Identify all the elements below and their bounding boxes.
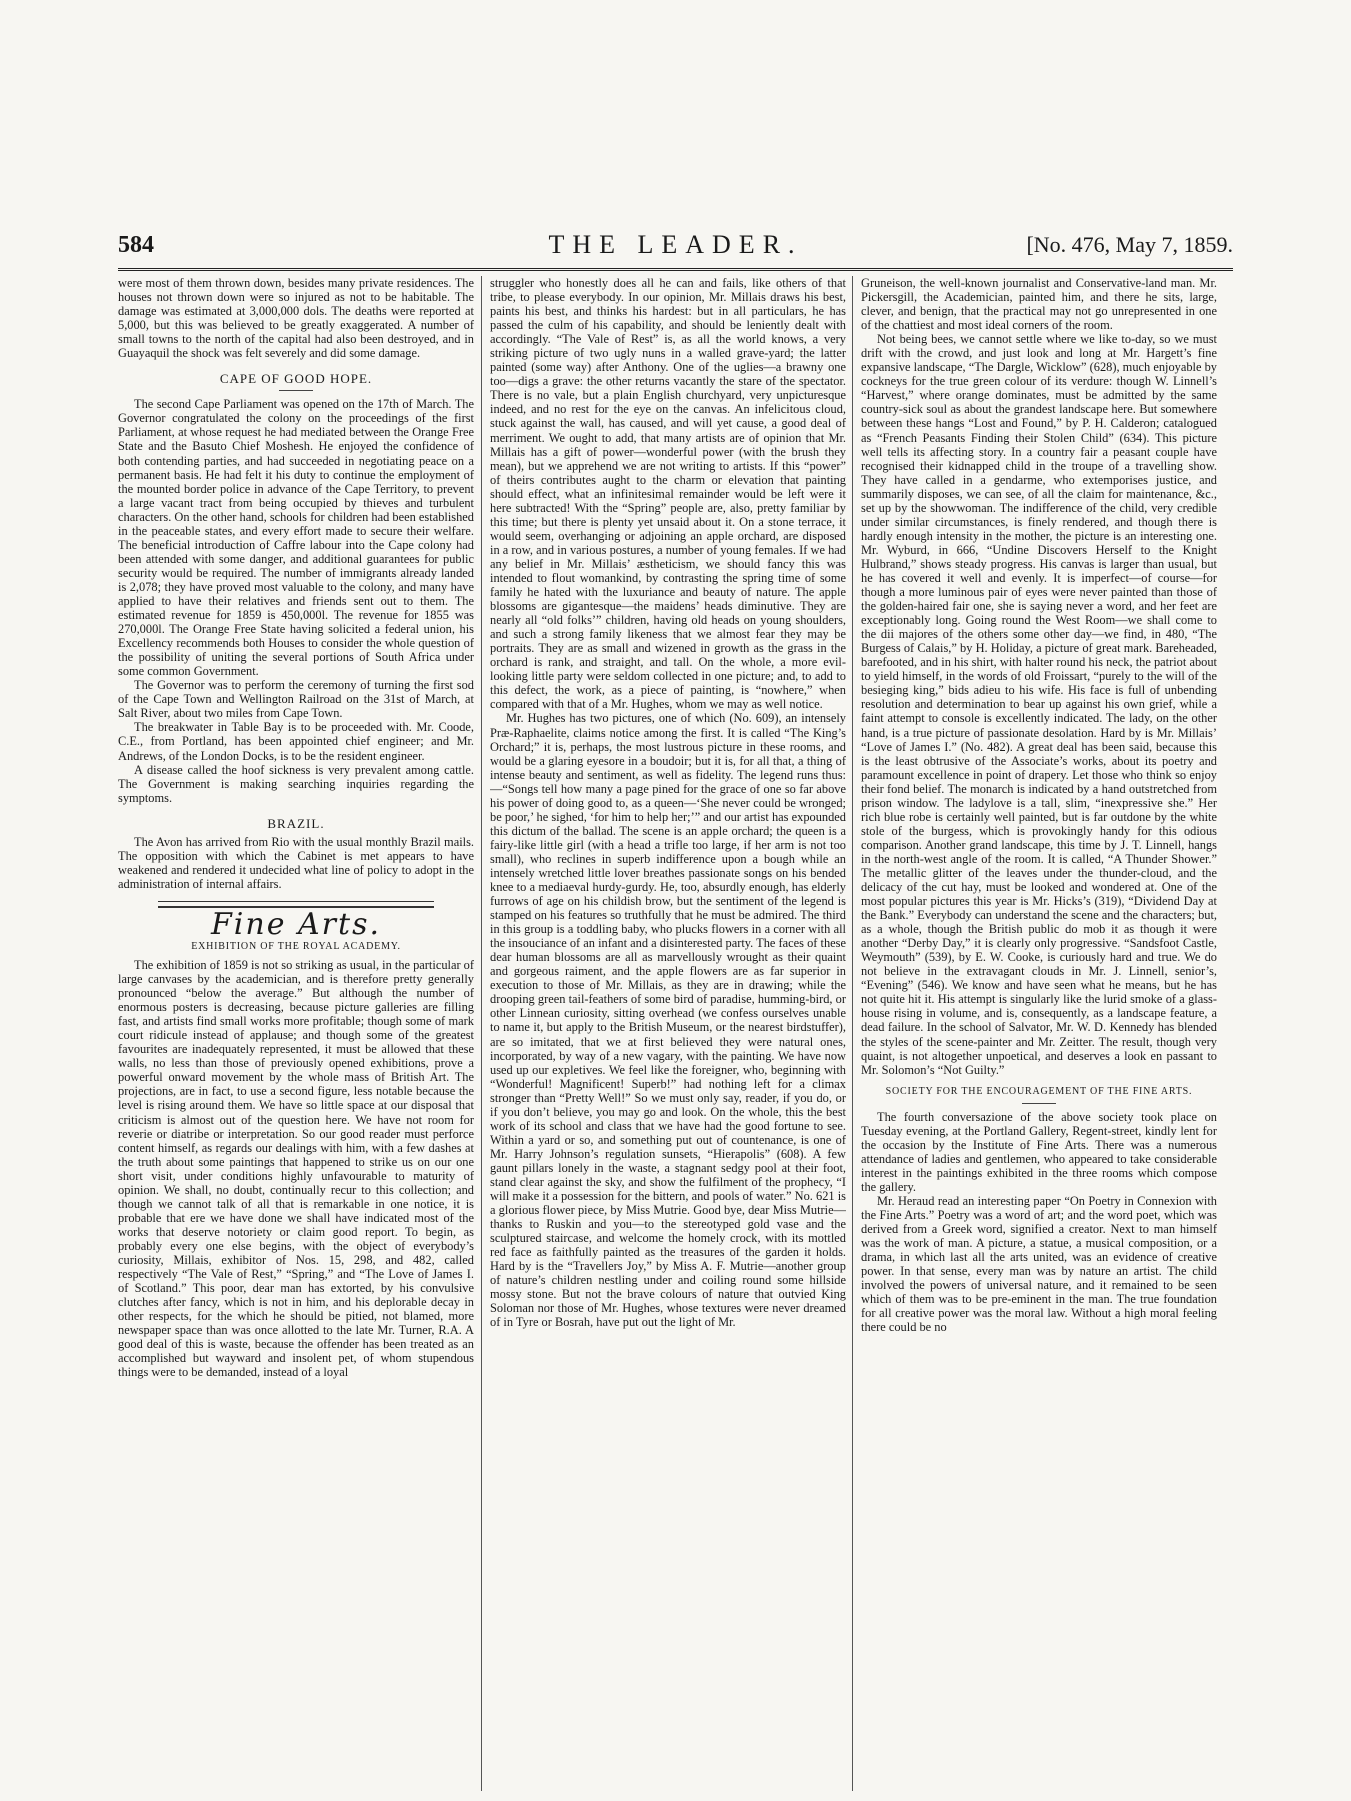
column-3 xyxy=(861,276,1217,1791)
paragraph: Mr. Heraud read an interesting paper “On Poetry in Connexion with the Fine Arts.” Poetry was a word of art; and the word poet, which was derived from a Greek word, signified a creator. Next to man himself was the work of man. A picture, a statue, a musical composition, or a drama, in which last all the arts united, was an evidence of creative power. In that sense, every man was by nature an artist. The child involved the powers of universal nature, and it remained to be seen which of them was to be pre-eminent in the man. The true foundation for all creative power was the moral law. Without a high moral feeling there could be no xyxy=(861,1194,1217,1335)
paragraph: Gruneison, the well-known journalist and Conservative-land man. Mr. Pickersgill, the Academician, painted him, and there he sits, large, clever, and benign, that the practical may not go unrepresented in one of the chattiest and most ideal corners of the room. xyxy=(861,276,1217,333)
subheading-society: SOCIETY FOR THE ENCOURAGEMENT OF THE FINE ARTS. xyxy=(885,1085,1193,1097)
paragraph: Mr. Hughes has two pictures, one of which (No. 609), an intensely Præ-Raphaelite, claims notice among the first. It is called “The King’s Orchard;” it is, perhaps, the most lustrous picture in these rooms, and would be a glaring eyesore in a boudoir; but it is, for all that, a thing of intense beauty and sentiment, as well as fidelity. The legend runs thus:—“Songs tell how many a page pined for the grace of one so far above his power of doing good to, as a queen—‘She never could be wronged; be poor,’ he sighed, ‘for him to help her;’” and our artist has expounded this dictum of the ballad. The scene is an apple orchard; the queen is a fairy-like little girl (with a head a trifle too large, if her arm is not too small), who reclines in superb indifference upon a bough while an intensely wretched little lover breathes passionate songs on his bended knee to a mediaeval hurdy-gurdy. He, too, absurdly enough, has elderly furrows of age on his childish brow, but the sentiment of the legend is stamped on his features so truthfully that he must be admired. The third in this group is a toddling baby, who plucks flowers in a corner with all the insouciance of an infant and a disinterested party. The faces of these dear human blossoms are all as marvellously wrought as their quaint and gorgeous raiment, and the apple flowers are as far superior in execution to those of Mr. Millais, as they are in drawing; while the drooping green tail-feathers of some bird of paradise, humming-bird, or other Linnean curiosity, sitting overhead (we confess ourselves unable to name it, but apply to the British Museum, or the nearest birdstuffer), are so imitated, that we at first believed they were natural ones, incorporated, by way of a new vagary, with the painting. We have now used up our expletives. We feel like the foreigner, who, beginning with “Wonderful! Magnificent! Superb!” had nothing left for a climax stronger than “Pretty Well!” So we must only say, reader, if you do, or if you don’t believe, you may go and look. On the whole, this the best work of its school and class that we have had the good fortune to see. Within a yard or so, and something put out of countenance, is one of Mr. Harry Johnson’s regulation sunsets, “Hierapolis” (608). A few gaunt pillars lonely in the waste, a stagnant sedgy pool at their foot, stand clear against the sky, and show the fulfilment of the prophecy, “I will make it a possession for the bittern, and pools of water.” No. 621 is a glorious flower piece, by Miss Mutrie. Good bye, dear Miss Mutrie—thanks to Ruskin and you—to the stereotyped gold vase and the sculptured staircase, and welcome the homely crock, with its mottled red face as faithfully painted as the treasures of the garden it holds. Hard by is the “Travellers Joy,” by Miss A. F. Mutrie—another group of nature’s children nestling under and coiling round some hillside mossy stone. But not the brave colours of nature that outvied King Soloman nor those of Mr. Hughes, whose textures were never dreamed of in Tyre or Bosrah, have put out the light of Mr. xyxy=(490,711,846,1330)
paragraph: A disease called the hoof sickness is very prevalent among cattle. The Government is making searching inquiries regarding the symptoms. xyxy=(118,762,474,805)
paragraph: The breakwater in Table Bay is to be proceeded with. Mr. Coode, C.E., from Portland, has been appointed chief engineer; and Mr. Andrews, of the London Docks, is to be the resident engineer. xyxy=(118,720,474,763)
column-1 xyxy=(118,276,474,1791)
subheading-exhibition: EXHIBITION OF THE ROYAL ACADEMY. xyxy=(191,940,401,952)
paragraph: The Governor was to perform the ceremony of turning the first sod of the Cape Town and Wellington Railroad on the 31st of March, at Salt River, about two miles from Cape Town. xyxy=(118,678,474,721)
divider xyxy=(1022,1103,1056,1104)
paragraph: Not being bees, we cannot settle where we like to-day, so we must drift with the crowd, and just look and long at Mr. Hargett’s fine expansive landscape, “The Dargle, Wicklow” (628), much enjoyable by cockneys for the true green colour of its verdure: though W. Linnell’s “Harvest,” where orange dominates, must be admitted by the same country-sick soul as about the grandest landscape here. But somewhere between these hangs “Lost and Found,” by P. H. Calderon; catalogued as “French Peasants Finding their Stolen Child” (634). This picture well tells its affecting story. In a country fair a peasant couple have recognised their kidnapped child in the troupe of a travelling show. They have called in a gendarme, who extemporises justice, and summarily disposes, we can see, of all the claim for maintenance, &c., set up by the showwoman. The indifference of the child, very credible under similar circumstances, is finely rendered, and though there is hardly enough intensity in the mother, the picture is an interesting one. Mr. Wyburd, in 666, “Undine Discovers Herself to the Knight Hulbrand,” shows steady progress. His canvas is larger than usual, but he has covered it well and evenly. It is imperfect—of course—for though a more luminous pair of eyes were never painted than those of the golden-haired fair one, she is saying never a word, and her feet are exceptionably long. Going round the West Room—we shall come to the dii majores of the others some other day—we find, in 480, “The Burgess of Calais,” by H. Holiday, a picture of great mark. Bareheaded, barefooted, and in his shirt, with halter round his neck, the patriot about to yield himself, in the words of old Froissart, “purely to the will of the besieging king,” bids adieu to his wife. His face is full of unbending resolution and determination to bear up against his own grief, while a faint attempt to console is excellently indicated. The lady, on the other hand, is a true picture of passionate desolation. Hard by is Mr. Millais’ “Love of James I.” (No. 482). A great deal has been said, because this is the least obtrusive of the Associate’s works, about its poetry and paramount excellence in point of drapery. Let those who think so enjoy their fond belief. The monarch is indicated by a hand outstretched from prison window. The ladylove is a tall, slim, “inexpressive she.” Her rich blue robe is certainly well painted, but is far outdone by the white stole of the burgess, which is provokingly handy for this odious comparison. Another grand landscape, this time by J. T. Linnell, hangs in the north-west angle of the room. It is called, “A Thunder Shower.” The metallic glitter of the leaves under the thunder-cloud, and the delicacy of the cut hay, must be looked and wondered at. One of the most popular pictures this year is Mr. Hicks’s (319), “Dividend Day at the Bank.” Everybody can understand the scene and the characters; but, as a whole, though the British public do mob it as though it were another “Derby Day,” it is clearly only progressive. “Sandsfoot Castle, Weymouth” (539), by E. W. Cooke, is curiously hard and true. We do not believe in the extravagant clouds in Mr. J. Linnell, senior’s, “Evening” (546). We know and have seen what he means, but he has not quite hit it. His attempt is singularly like the lurid smoke of a glass-house rising in volume, and is, consequently, as a landscape feature, a dead failure. In the school of Salvator, Mr. W. D. Kennedy has blended the styles of the scene-painter and Mr. Zeitter. The result, though very quaint, is not altogether unpoetical, and deserves a look en passant to Mr. Solomon’s “Not Guilty.” xyxy=(861,332,1217,1077)
page-header xyxy=(118,228,1233,271)
paragraph: The second Cape Parliament was opened on the 17th of March. The Governor congratulated the colony on the proceedings of the first Parliament, at whose request he had mediated between the Orange Free State and the Basuto Chief Moshesh. He enjoyed the confidence of both contending parties, and had succeeded in negotiating peace on a permanent basis. He had felt it his duty to continue the employment of the mounted border police in advance of the Cape Territory, to prevent a large vacant tract from being occupied by thieves and turbulent characters. On the other hand, schools for children had been established in the peaceable states, and every effort made to secure their welfare. The beneficial introduction of Caffre labour into the Cape colony had been attended with some danger, and additional guarantees for public security would be required. The number of immigrants already landed is 2,078; they have proved most valuable to the colony, and many have applied to have their relatives and friends sent out to them. The estimated revenue for 1859 is 450,000l. The revenue for 1855 was 270,000l. The Orange Free State having solicited a federal union, his Excellency recommends both Houses to consider the whole question of the possibility of uniting the several portions of South Africa under some common Government. xyxy=(118,397,474,679)
masthead-title: THE LEADER. xyxy=(548,230,803,259)
section-heading-fine-arts: Fine Arts. xyxy=(210,906,381,942)
paragraph: The Avon has arrived from Rio with the usual monthly Brazil mails. The opposition with which the Cabinet is met appears to have weakened and rendered it undecided what line of policy to adopt in the administration of internal affairs. xyxy=(118,834,474,891)
section-heading-brazil: BRAZIL. xyxy=(267,815,325,831)
column-rule xyxy=(481,276,482,1791)
column-2 xyxy=(490,276,846,1791)
divider xyxy=(279,390,313,391)
paragraph: The exhibition of 1859 is not so striking as usual, in the particular of large canvases by the academician, and is therefore pretty generally pronounced “below the average.” But although the number of enormous posters is decreasing, because picture galleries are filling fast, and artists find small works more profitable; though some of mark court ridicule instead of applause; and though some of the greatest favourites are inadequately represented, it must be allowed that these walls, no less than those of previously opened exhibitions, prove a powerful onward movement by the whole mass of British Art. The projections, are in fact, to use a second figure, less notable because the level is rising around them. We have so little space at our disposal that criticism is almost out of the question here. We have not room for reverie or diatribe or interpretation. So our good reader must perforce content himself, as regards our dealings with him, with a few dashes at the truth about some paintings that happened to strike us on our one short visit, under conditions highly unfavourable to maturity of opinion. We shall, no doubt, continually recur to this collection; and though we cannot talk of all that is remarkable in one notice, it is probable that ere we have done we shall have indicated most of the works that deserve notoriety or claim good report. To begin, as probably every one else begins, with the object of everybody’s curiosity, Millais, exhibitor of Nos. 15, 298, and 482, called respectively “The Vale of Rest,” “Spring,” and “The Love of James I. of Scotland.” This poor, dear man has extorted, by his convulsive clutches after fancy, which is not in him, and his deplorable decay in other respects, for the which he should be pitied, not blamed, more newspaper space than was once allotted to the late Mr. Turner, R.A. A good deal of this is waste, because the offender has been treated as an accomplished but wayward and insolent pet, of whom stupendous things were to be demanded, instead of a loyal xyxy=(118,958,474,1380)
paragraph: were most of them thrown down, besides many private residences. The houses not thrown down were so injured as not to be habitable. The damage was estimated at 3,000,000 dols. The deaths were reported at 5,000, but this was believed to be greatly exaggerated. A number of small towns to the north of the capital had also been destroyed, and in Guayaquil the shock was felt severely and did some damage. xyxy=(118,276,474,361)
paragraph: struggler who honestly does all he can and fails, like others of that tribe, to please everybody. In our opinion, Mr. Millais draws his best, paints his best, and thinks his hardest: but in all particulars, he has passed the culm of his capability, and should be leniently dealt with accordingly. “The Vale of Rest” is, as all the world knows, a very striking picture of two ugly nuns in a walled grave-yard; the latter painted (some way) after Anthony. One of the uglies—a brawny one too—digs a grave: the other returns vacantly the stare of the spectator. There is no vale, but a plain English churchyard, very unpicturesque indeed, and no rest for the eye on the canvas. An infelicitous cloud, stuck against the wall, has caused, and will yet cause, a good deal of merriment. We ought to add, that many artists are of opinion that Mr. Millais has a gift of power—wonderful power (with the brush they mean), but we apprehend we are not writing to artists. If this “power” of theirs contributes aught to the charm or elevation that painting should effect, what an infinitesimal remainder would be left were it here subtracted! With the “Spring” people are, also, pretty familiar by this time; but there is plenty yet unsaid about it. On a stone terrace, it would seem, overhanging or adjoining an apple orchard, are disposed in a row, and in various postures, a number of young females. If we had any belief in Mr. Millais’ æstheticism, we should fancy this was intended to flout womankind, by contrasting the spring time of some family he hated with the luxuriance and beauty of nature. The apple blossoms are gigantesque—the maidens’ heads diminutive. They are nearly all “old folks’” children, having old heads on young shoulders, and such a strong family likeness that we almost fear they may be portraits. They are as small and wizened in growth as the grass in the orchard is rank, and straight, and tall. On the whole, a more evil-looking little party were seldom collected in one picture; and, to add to this defect, the work, as a piece of painting, is “nowhere,” when compared with that of a Mr. Hughes, whom we may as well notice. xyxy=(490,276,846,712)
column-rule xyxy=(852,276,853,1791)
section-heading-cape: CAPE OF GOOD HOPE. xyxy=(219,371,373,387)
paragraph: The fourth conversazione of the above society took place on Tuesday evening, at the Portland Gallery, Regent-street, kindly lent for the occasion by the Institute of Fine Arts. There was a numerous attendance of ladies and gentlemen, who appeared to take considerable interest in the paintings exhibited in the three rooms which compose the gallery. xyxy=(861,1109,1217,1194)
page-number: 584 xyxy=(118,232,154,258)
issue-date: [No. 476, May 7, 1859. xyxy=(1026,232,1233,257)
